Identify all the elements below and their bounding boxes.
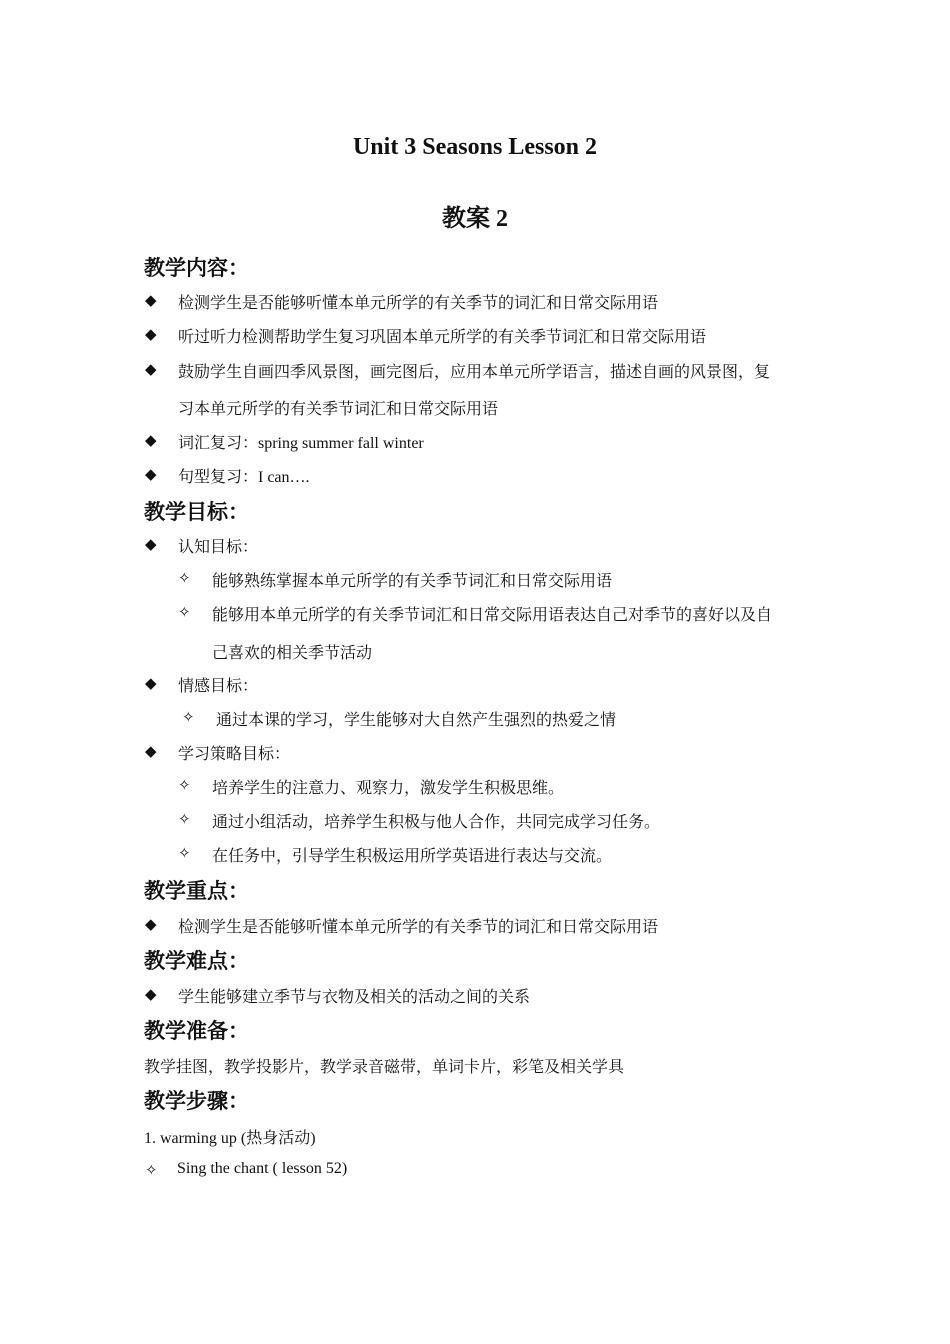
goal-item: 通过本课的学习，学生能够对大自然产生强烈的热爱之情 (216, 712, 617, 729)
goal-strategy-label: 学习策略目标： (178, 746, 291, 763)
step-item: Sing the chant ( lesson 52) (177, 1160, 348, 1177)
diamond-bullet-icon: ◆ (145, 676, 157, 692)
star-bullet-icon: ✧ (178, 571, 191, 587)
diamond-bullet-icon: ◆ (145, 362, 157, 378)
difficulty-item: 学生能够建立季节与衣物及相关的活动之间的关系 (178, 989, 531, 1006)
diamond-bullet-icon: ◆ (145, 467, 157, 483)
star-bullet-icon: ✧ (145, 1163, 158, 1179)
content-item: 鼓励学生自画四季风景图，画完图后，应用本单元所学语言，描述自画的风景图，复 (178, 364, 771, 381)
key-point-item: 检测学生是否能够听懂本单元所学的有关季节的词汇和日常交际用语 (178, 919, 659, 936)
goal-cognitive-label: 认知目标： (178, 539, 259, 556)
section-heading-difficulties: 教学难点： (144, 949, 249, 973)
section-heading-steps: 教学步骤： (144, 1089, 249, 1113)
content-item: 词汇复习：spring summer fall winter (178, 435, 424, 452)
content-item: 检测学生是否能够听懂本单元所学的有关季节的词汇和日常交际用语 (178, 295, 659, 312)
diamond-bullet-icon: ◆ (145, 744, 157, 760)
star-bullet-icon: ✧ (178, 778, 191, 794)
diamond-bullet-icon: ◆ (145, 987, 157, 1003)
star-bullet-icon: ✧ (178, 846, 191, 862)
preparation-text: 教学挂图，教学投影片，教学录音磁带，单词卡片，彩笔及相关学具 (144, 1059, 625, 1076)
star-bullet-icon: ✧ (182, 710, 195, 726)
goal-affective-label: 情感目标： (178, 678, 259, 695)
diamond-bullet-icon: ◆ (145, 327, 157, 343)
goal-item: 能够用本单元所学的有关季节词汇和日常交际用语表达自己对季节的喜好以及自 (212, 607, 773, 624)
goal-item: 在任务中，引导学生积极运用所学英语进行表达与交流。 (212, 848, 613, 865)
section-heading-content: 教学内容： (144, 256, 249, 280)
goal-item-continuation: 己喜欢的相关季节活动 (212, 645, 373, 662)
goal-item: 培养学生的注意力、观察力，激发学生积极思维。 (212, 780, 565, 797)
diamond-bullet-icon: ◆ (145, 433, 157, 449)
document-subtitle: 教案 2 (442, 206, 508, 232)
document-title: Unit 3 Seasons Lesson 2 (352, 134, 598, 160)
goal-item: 通过小组活动，培养学生积极与他人合作，共同完成学习任务。 (212, 814, 661, 831)
star-bullet-icon: ✧ (178, 605, 191, 621)
diamond-bullet-icon: ◆ (145, 537, 157, 553)
content-item: 听过听力检测帮助学生复习巩固本单元所学的有关季节词汇和日常交际用语 (178, 329, 707, 346)
section-heading-key-points: 教学重点： (144, 879, 249, 903)
step-1-title: 1. warming up (热身活动) (144, 1130, 316, 1147)
star-bullet-icon: ✧ (178, 812, 191, 828)
diamond-bullet-icon: ◆ (145, 917, 157, 933)
section-heading-preparation: 教学准备： (144, 1019, 249, 1043)
goal-item: 能够熟练掌握本单元所学的有关季节词汇和日常交际用语 (212, 573, 613, 590)
content-item-continuation: 习本单元所学的有关季节词汇和日常交际用语 (178, 401, 499, 418)
diamond-bullet-icon: ◆ (145, 293, 157, 309)
content-item: 句型复习：I can…. (178, 469, 310, 486)
section-heading-goals: 教学目标： (144, 500, 249, 524)
